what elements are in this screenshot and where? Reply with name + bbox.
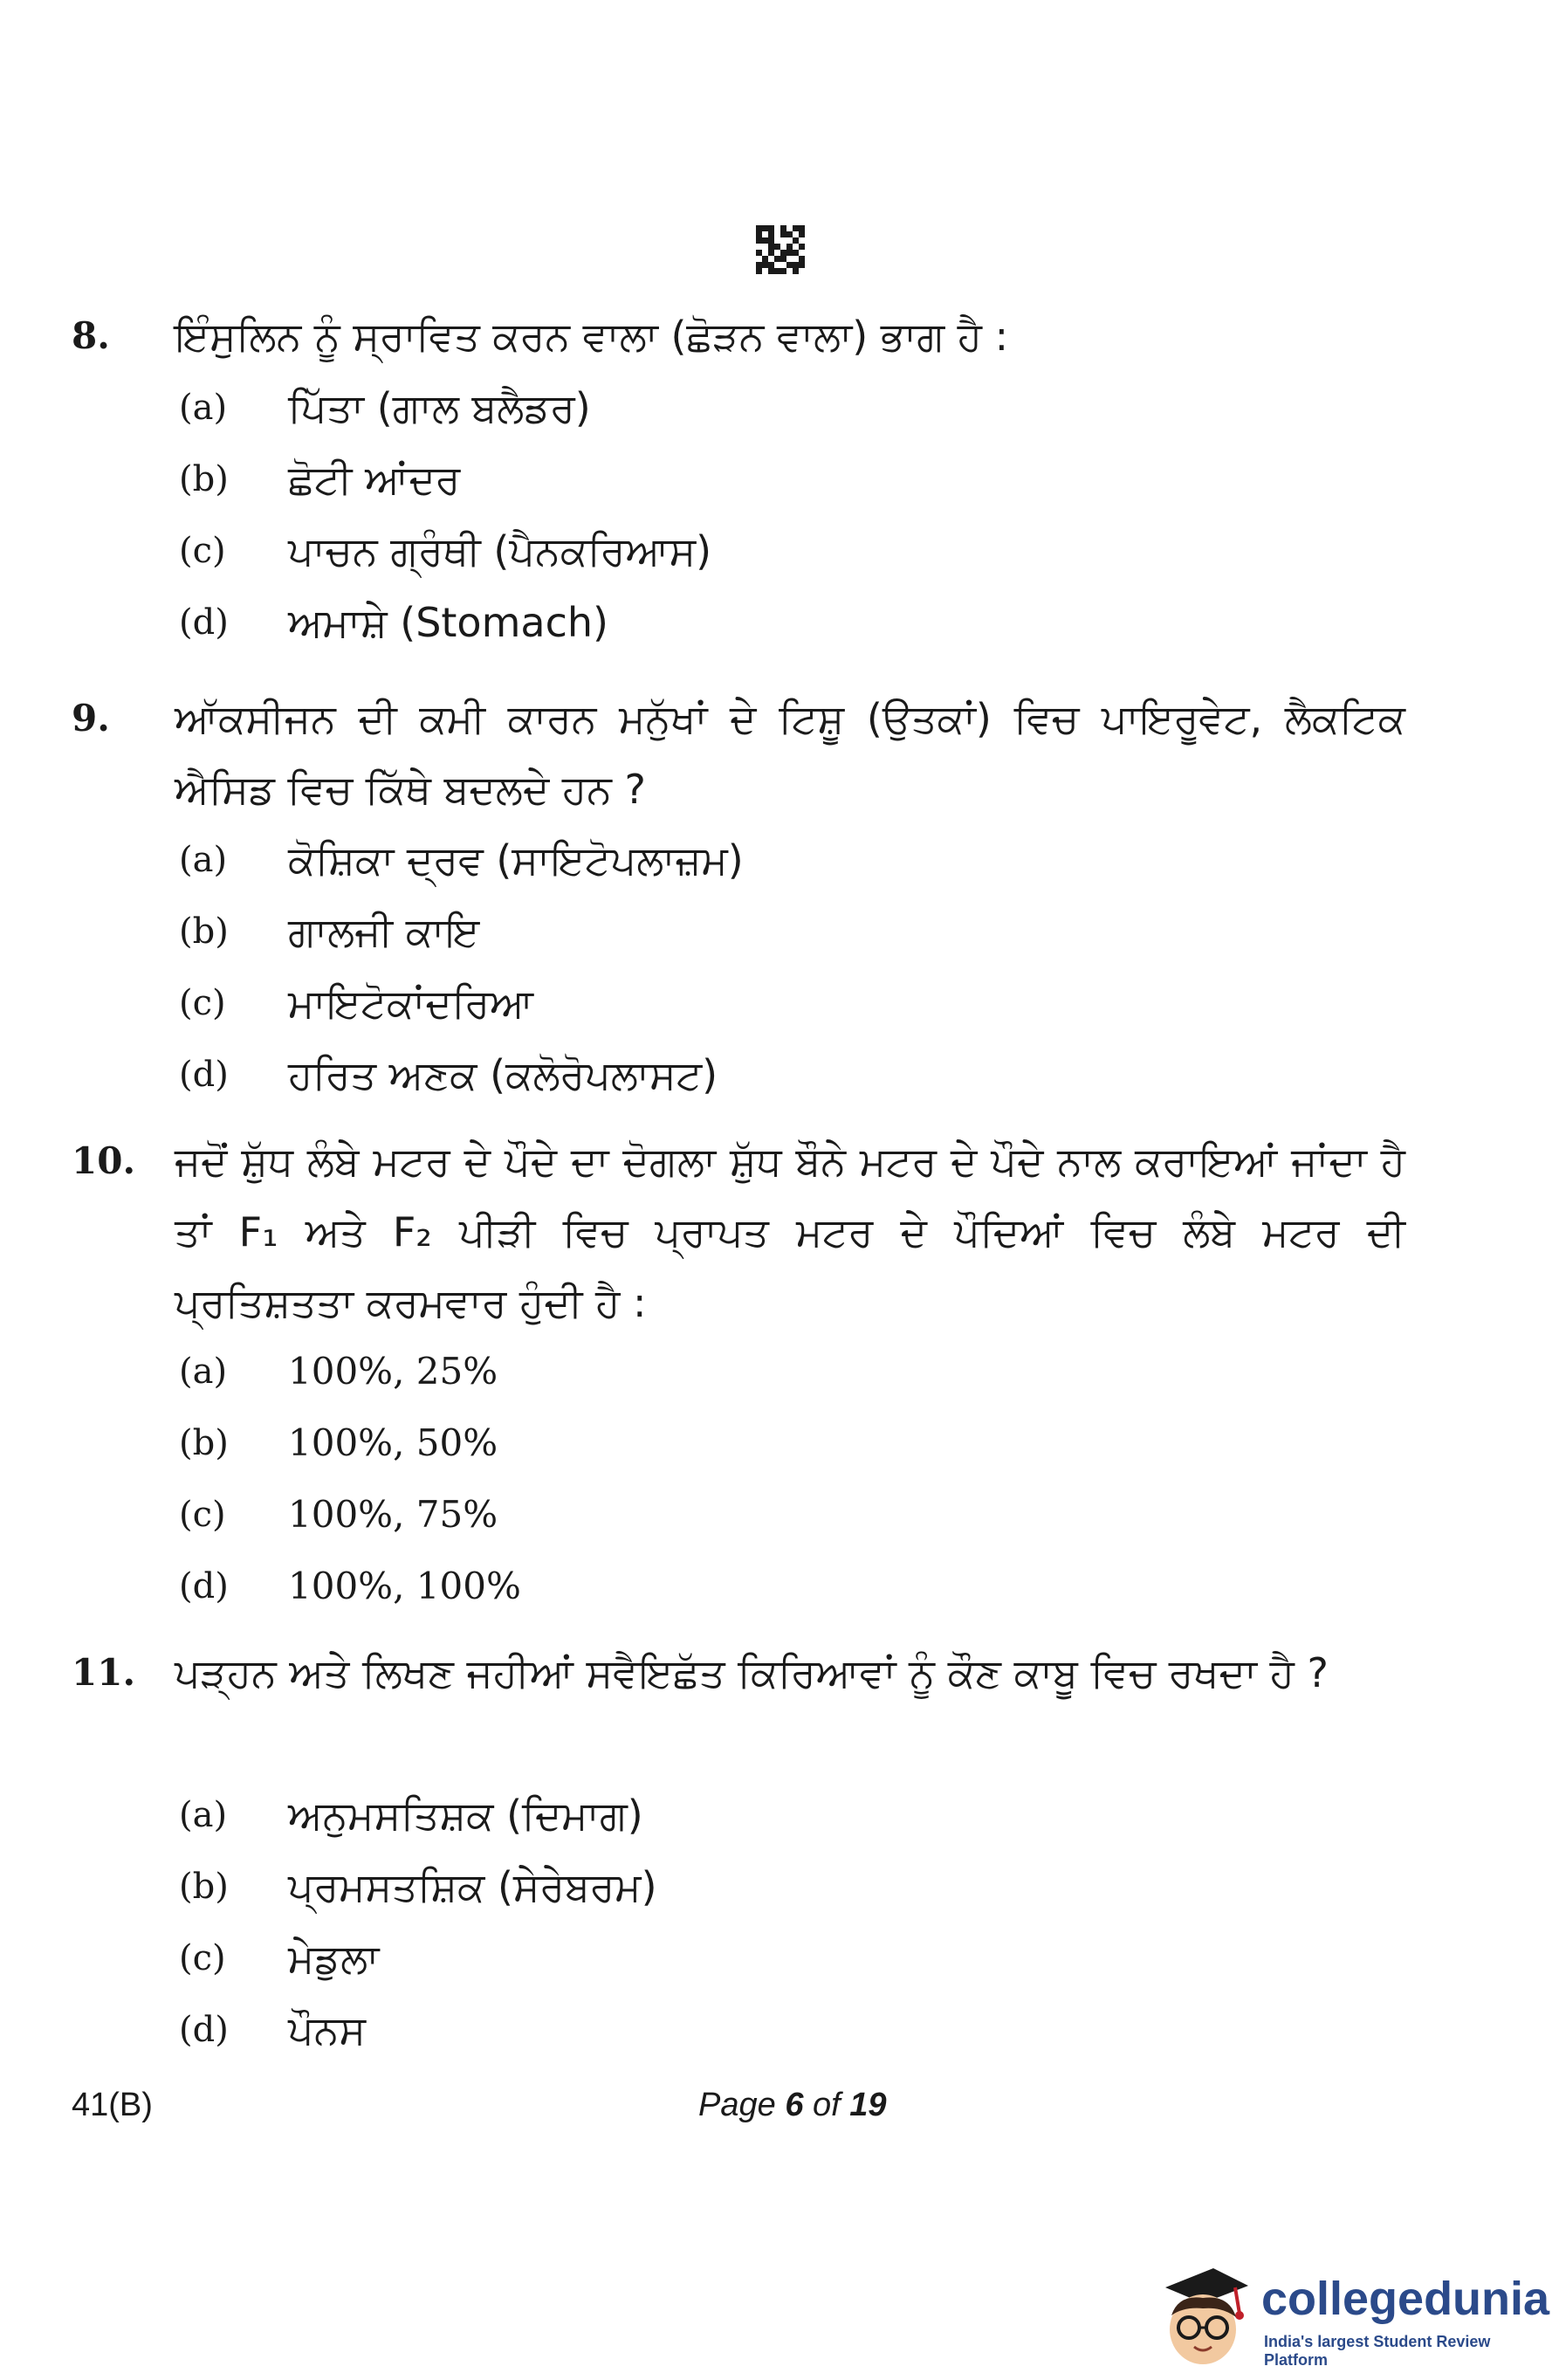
option-text: ਮੇਡੁਲਾ [288,1935,380,1982]
page-of: of [813,2087,841,2123]
option-text: ਕੋਸ਼ਿਕਾ ਦ੍ਰਵ (ਸਾਇਟੋਪਲਾਜ਼ਮ) [288,836,744,884]
question-number: 10. [72,1139,136,1182]
page-indicator [698,2087,887,2124]
option-text: ਗਾਲਜੀ ਕਾਇ [288,908,480,955]
option-text: 100%, 100% [288,1565,521,1607]
option-text: 100%, 50% [288,1421,498,1464]
option-11a [0,1785,1559,1846]
option-label: (b) [179,1867,229,1907]
option-label: (c) [179,1938,226,1978]
option-label: (c) [179,1495,226,1535]
option-label: (c) [179,531,226,571]
option-8c [0,520,1559,581]
question-number: 8. [72,314,110,357]
paper-code: 41(B) [72,2087,153,2123]
option-label: (a) [179,1795,228,1835]
question-text: ਆੱਕਸੀਜਨ ਦੀ ਕਮੀ ਕਾਰਨ ਮਨੁੱਖਾਂ ਦੇ ਟਿਸ਼ੂ (ਉਤਕਾਂ) ਵਿਚ ਪਾਇਰੂਵੇਟ, ਲੈਕਟਿਕ ਐਸਿਡ ਵਿਚ ਕਿੱਥੇ ਬਦਲਦੇ ਹਨ ? [175,695,1405,813]
option-11b [0,1856,1559,1917]
option-text: ਪਿੱਤਾ (ਗਾਲ ਬਲੈਡਰ) [288,384,591,431]
question-number: 9. [72,697,110,739]
option-11c [0,1928,1559,1989]
option-label: (b) [179,911,229,952]
page-prefix: Page [698,2087,776,2123]
option-8a [0,377,1559,438]
option-label: (a) [179,1352,228,1392]
page-total: 19 [849,2087,887,2123]
question-number: 11. [72,1651,136,1694]
question-text: ਜਦੋਂ ਸ਼ੁੱਧ ਲੰਬੇ ਮਟਰ ਦੇ ਪੌਦੇ ਦਾ ਦੋਗਲਾ ਸ਼ੁੱਧ ਬੌਨੇ ਮਟਰ ਦੇ ਪੌਦੇ ਨਾਲ ਕਰਾਇਆਂ ਜਾਂਦਾ ਹੈ ਤਾਂ F₁ ਅਤੇ F₂ ਪੀੜੀ ਵਿਚ ਪ੍ਰਾਪਤ ਮਟਰ ਦੇ ਪੌਦਿਆਂ ਵਿਚ ਲੰਬੇ ਮਟਰ ਦੀ ਪ੍ਰਤਿਸ਼ਤਤਾ ਕਰਮਵਾਰ ਹੁੰਦੀ ਹੈ : [175,1138,1405,1326]
option-9b [0,901,1559,962]
option-9a [0,829,1559,891]
option-10a [0,1341,1559,1402]
page-current: 6 [785,2087,804,2123]
option-text: ਅਨੁਮਸਤਿਸ਼ਕ (ਦਿਮਾਗ) [288,1792,643,1839]
option-text: ਪੌਨਸ [288,2006,367,2053]
logo-name: collegedunia [1261,2273,1550,2325]
collegedunia-logo [1152,2253,1554,2380]
question-text: ਪੜ੍ਹਨ ਅਤੇ ਲਿਖਣ ਜਹੀਆਂ ਸਵੈਇਛੱਤ ਕਿਰਿਆਵਾਂ ਨੂੰ ਕੌਣ ਕਾਬੂ ਵਿਚ ਰਖਦਾ ਹੈ ? [175,1649,1329,1696]
option-text: ਪਾਚਨ ਗ੍ਰੰਥੀ (ਪੈਨਕਰਿਆਸ) [288,527,712,574]
option-label: (d) [179,1055,229,1095]
option-label: (b) [179,1423,229,1463]
option-9d [0,1044,1559,1105]
option-9c [0,973,1559,1034]
option-text: 100%, 75% [288,1493,498,1536]
question-text: ਇੰਸੁਲਿਨ ਨੂੰ ਸ੍ਰਾਵਿਤ ਕਰਨ ਵਾਲਾ (ਛੋੜਨ ਵਾਲਾ) ਭਾਗ ਹੈ : [175,313,1009,360]
option-label: (d) [179,602,229,643]
option-11d [0,1999,1559,2060]
option-text: ਮਾਇਟੋਕਾਂਦਰਿਆ [288,980,534,1027]
option-label: (d) [179,1566,229,1606]
option-10c [0,1484,1559,1545]
option-text: ਅਮਾਸ਼ੇ (Stomach) [288,599,608,646]
option-label: (c) [179,983,226,1023]
qr-code [756,225,805,274]
option-text: ਹਰਿਤ ਅਣਕ (ਕਲੋਰੋਪਲਾਸਟ) [288,1051,718,1098]
option-8b [0,449,1559,510]
option-text: 100%, 25% [288,1350,498,1393]
option-label: (a) [179,840,228,880]
option-10d [0,1556,1559,1617]
option-label: (b) [179,459,229,499]
option-label: (d) [179,2010,229,2050]
option-text: ਛੋਟੀ ਆਂਦਰ [288,456,461,503]
option-label: (a) [179,388,228,428]
mascot-icon [1152,2253,1257,2375]
option-10b [0,1413,1559,1474]
logo-tagline: India's largest Student Review Platform [1264,2333,1491,2369]
option-text: ਪ੍ਰਮਸਤਸ਼ਿਕ (ਸੇਰੇਬਰਮ) [288,1863,657,1910]
option-8d [0,592,1559,653]
